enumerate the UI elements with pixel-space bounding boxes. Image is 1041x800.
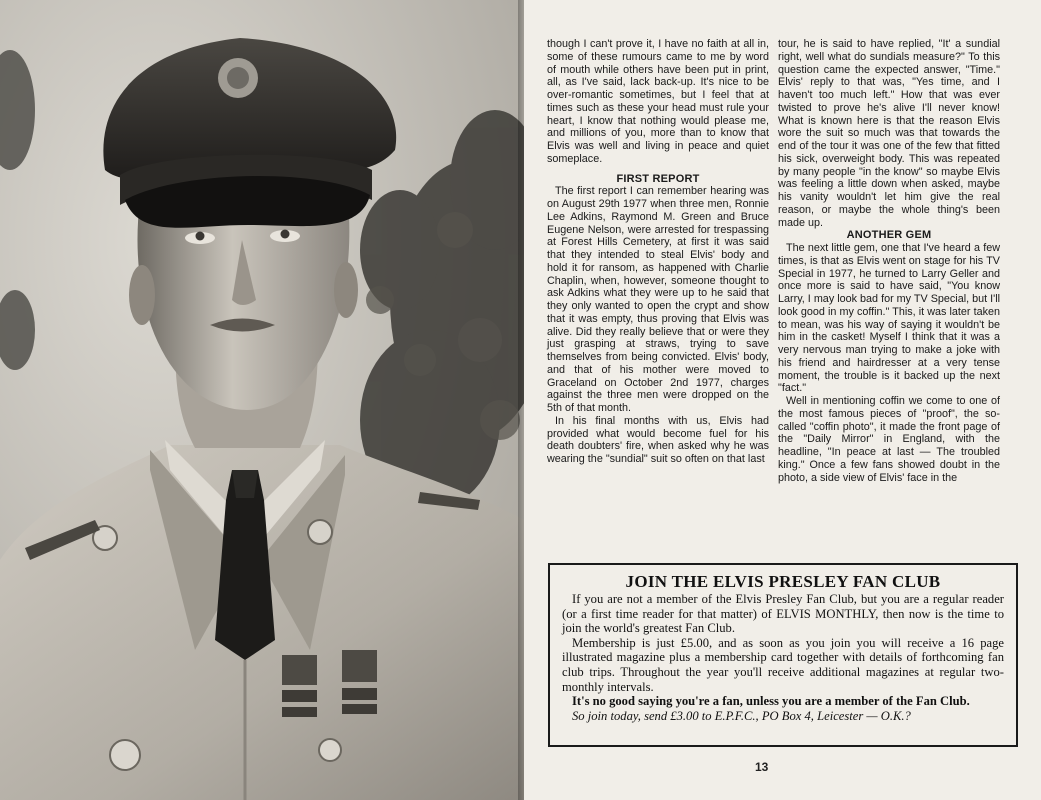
article-paragraph: In his final months with us, Elvis had provided what would become fuel for his death doubters' fire, when asked why he was wearing the "sundial" suit so often on that last [547,414,769,465]
page-number: 13 [755,760,769,774]
article-paragraph: The first report I can remember hearing was on August 29th 1977 when three men, Ronnie Lee Adkins, Raymond M. Green and Bruce Eugene Nelson, were arrested for trespassing at Forest Hills Cemetery, at first it was said that they intended to steal Elvis' body and hold it for ransom, as happened with Charlie Chaplin, when, however, someone thought to ask Adkins what they were up to he said that they only wanted to open the crypt and show that it was empty, thus proving that Elvis was alive. Did they really believe that or were they just grasping at straws, trying to save themselves from being convicted. Elvis' body, and that of his mother were moved to Graceland on October 2nd 1977, charges against the three men were dropped on the 5th of that month. [547,185,769,414]
article-paragraph: Well in mentioning coffin we come to one of the most famous pieces of "proof", the so-called "coffin photo", it made the front page of the "Daily Mirror" in England, with the headline, "In peace at last — The troubled king." Once a few fans showed doubt in the photo, a side view of Elvis' face in the [778,395,1000,484]
article-column-right [778,38,1000,484]
article-paragraph: The next little gem, one that I've heard a few times, is that as Elvis went on stage for his TV Special in 1977, he turned to Larry Geller and once more is said to have said, "You know Larry, I may look bad for my TV Special, but I'll look good in my coffin." This, it was later taken to mean, was his way of saying it wouldn't be him in the casket! Myself I think that it was a very nervous man trying to make a joke with his friend and hairdresser at a very tense moment, the trouble is it backed up the next "fact." [778,242,1000,395]
fan-club-title: JOIN THE ELVIS PRESLEY FAN CLUB [625,572,941,591]
fan-club-paragraph: Membership is just £5.00, and as soon as you join you will receive a 16 page illustrated magazine plus a membership card together with details of forthcoming fan club trips. Throughout the year you'll receive additional magazines at regular two-monthly intervals. [562,635,1004,694]
fan-club-address: So join today, send £3.00 to E.P.F.C., PO Box 4, Leicester — O.K.? [572,708,911,723]
fan-club-advert [548,563,1018,747]
section-heading-first-report: FIRST REPORT [616,172,700,185]
fan-club-paragraph: If you are not a member of the Elvis Presley Fan Club, but you are a regular reader (or a first time reader for that matter) of ELVIS MONTHLY, then now is the time to join the world's greatest Fan Club. [562,592,1004,636]
article-paragraph: tour, he is said to have replied, "It' a sundial right, well what do sundials measure?" To this question came the expected answer, "Time." Elvis' reply to that was, "Yes time, and I haven't too much left." How that was ever twisted to prove he's alive I'll never know! What is known here is that the reason Elvis wore the suit so much was that towards the end of the tour it was one of the few that fitted his sick, overweight body. This was repeated by many people "in the know" so maybe Elvis was feeling a little down when asked, maybe his vanity wouldn't let him give the real reason, or maybe the whole thing's been made up. [778,38,1000,229]
article-column-left [547,38,769,466]
fan-club-emphasis: It's no good saying you're a fan, unless you are a member of the Fan Club. [572,694,970,709]
section-heading-another-gem: ANOTHER GEM [846,229,932,242]
article-paragraph: though I can't prove it, I have no faith at all in, some of these rumours came to me by word of mouth while others have been put in print, all, as I've said, lack back-up. It's nice to be over-romantic sometimes, but I feel that at times such as these your head must rule your heart, I know that nothing would please me, and millions of you, more than to know that Elvis was well and living in peace and quiet someplace. [547,38,769,165]
